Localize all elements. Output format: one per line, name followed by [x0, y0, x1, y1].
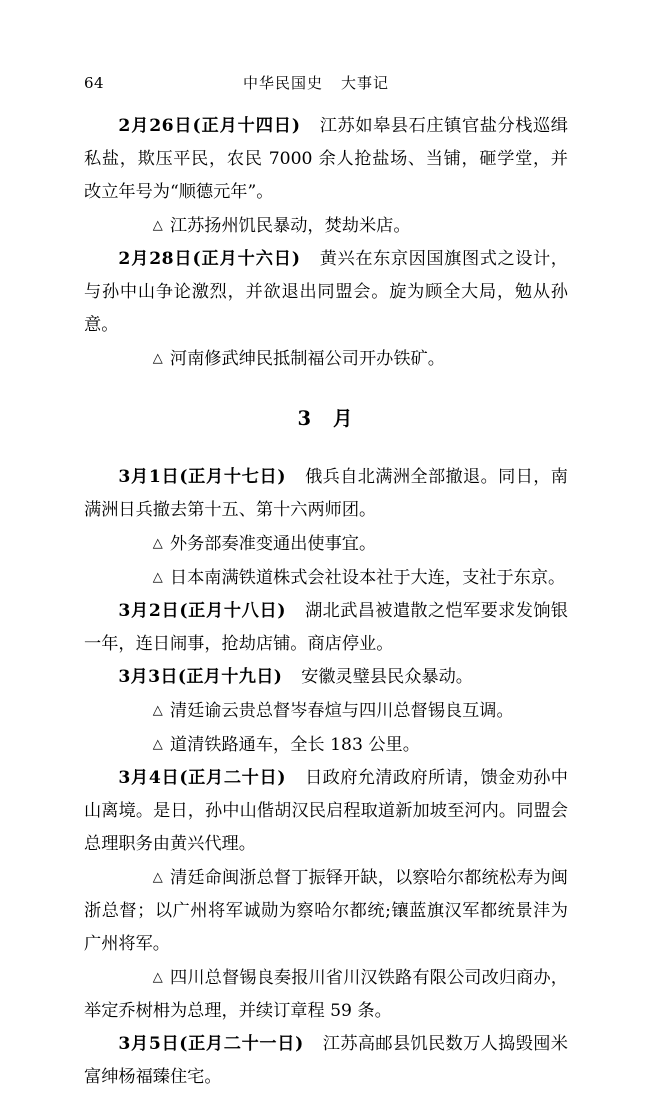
entry-dated	[84, 1028, 568, 1094]
entry-triangle	[84, 209, 568, 243]
triangle-icon: △	[152, 870, 163, 885]
page-header	[84, 72, 568, 94]
triangle-icon: △	[152, 536, 163, 551]
entry-text: 河南修武绅民抵制福公司开办铁矿。	[169, 349, 445, 369]
entry-date: 3月4日(正月二十日)	[118, 768, 286, 788]
entry-dated	[84, 461, 568, 527]
triangle-icon: △	[152, 737, 163, 752]
entry-triangle	[84, 728, 568, 762]
triangle-icon: △	[152, 703, 163, 718]
entry-text: 江苏高邮县饥民数万人捣毁囤米富绅杨福臻住宅。	[84, 1034, 568, 1087]
entry-date: 2月26日(正月十四日)	[118, 116, 301, 136]
entry-dated	[84, 661, 568, 694]
triangle-icon: △	[152, 351, 163, 366]
entry-text: 湖北武昌被遣散之恺军要求发饷银一年，连日闹事，抢劫店铺。商店停业。	[84, 601, 568, 654]
entry-text: 日本南满铁道株式会社设本社于大连，支社于东京。	[169, 568, 566, 588]
triangle-icon: △	[152, 570, 163, 585]
month-number: 3	[297, 407, 314, 430]
entry-date: 3月2日(正月十八日)	[118, 601, 286, 621]
entry-triangle	[84, 961, 568, 1028]
running-head	[104, 72, 568, 93]
entry-text: 江苏如皋县石庄镇官盐分栈巡缉私盐，欺压平民，农民 7000 余人抢盐场、当铺，砸学堂，并改立年号为“顺德元年”。	[84, 116, 568, 202]
month-unit: 月	[333, 407, 355, 430]
page-body	[84, 110, 568, 1094]
triangle-icon: △	[152, 970, 163, 985]
entry-date: 3月5日(正月二十一日)	[118, 1034, 304, 1054]
running-head-book: 中华民国史	[243, 74, 324, 92]
entry-text: 江苏扬州饥民暴动，焚劫米店。	[169, 216, 411, 236]
entry-date: 2月28日(正月十六日)	[118, 249, 301, 269]
entry-text: 俄兵自北满洲全部撤退。同日，南满洲日兵撤去第十五、第十六两师团。	[84, 467, 568, 520]
entry-text: 道清铁路通车，全长 183 公里。	[169, 735, 420, 755]
entry-dated	[84, 595, 568, 661]
page-number: 64	[84, 74, 105, 92]
entry-triangle	[84, 694, 568, 728]
entry-dated	[84, 243, 568, 342]
entry-text: 清廷命闽浙总督丁振铎开缺，以察哈尔都统松寿为闽浙总督；以广州将军诚勋为察哈尔都统;镶蓝旗汉军都统景沣为广州将军。	[84, 868, 568, 954]
running-head-section: 大事记	[341, 74, 390, 92]
entry-text: 黄兴在东京因国旗图式之设计，与孙中山争论激烈，并欲退出同盟会。旋为顾全大局，勉从孙意。	[84, 249, 568, 335]
entry-date: 3月3日(正月十九日)	[118, 667, 283, 687]
entry-text: 清廷谕云贵总督岑春煊与四川总督锡良互调。	[169, 701, 514, 721]
entry-triangle	[84, 527, 568, 561]
entry-dated	[84, 762, 568, 861]
entry-triangle	[84, 861, 568, 961]
entry-triangle	[84, 342, 568, 376]
triangle-icon: △	[152, 218, 163, 233]
entry-triangle	[84, 561, 568, 595]
month-heading	[84, 402, 568, 435]
entry-dated	[84, 110, 568, 209]
entry-text: 外务部奏准变通出使事宜。	[169, 534, 377, 554]
entry-text: 日政府允清政府所请，馈金劝孙中山离境。是日，孙中山偕胡汉民启程取道新加坡至河内。同盟会总理职务由黄兴代理。	[84, 768, 568, 854]
entry-text: 四川总督锡良奏报川省川汉铁路有限公司改归商办，举定乔树枏为总理，并续订章程 59 条。	[84, 968, 568, 1021]
entry-text: 安徽灵璧县民众暴动。	[301, 667, 473, 687]
entry-date: 3月1日(正月十七日)	[118, 467, 286, 487]
